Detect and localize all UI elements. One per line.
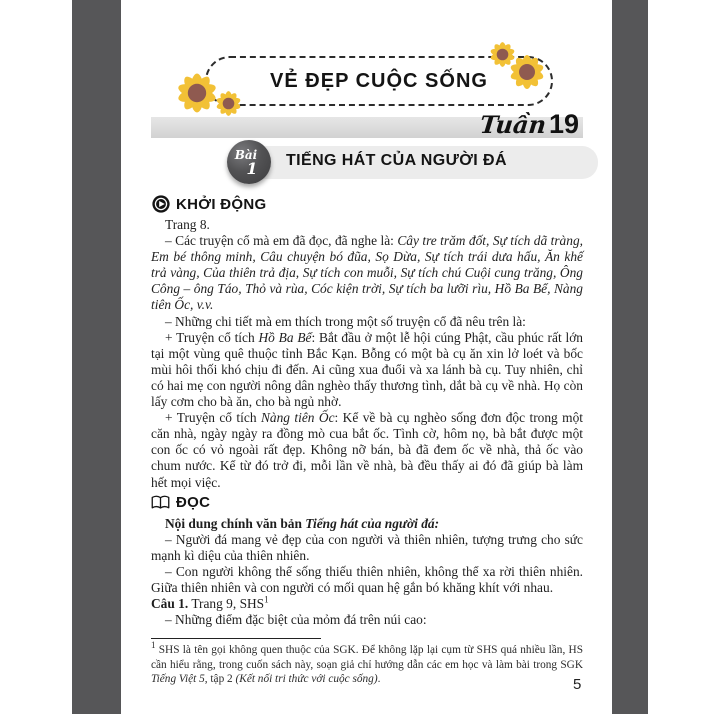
text-run: Hồ Ba Bể <box>258 329 312 345</box>
section-heading-khoi-dong <box>151 194 583 214</box>
unit-title: VẺ ĐẸP CUỘC SỐNG <box>270 69 488 92</box>
text-run: + Truyện cổ tích <box>165 410 261 426</box>
text-run: SHS là tên gọi không quen thuộc của SGK. Để không lặp lại cụm từ SHS quá nhiều lần, HS cần hiểu rằng, trong cuốn sách này, soạn giả chỉ hướng dẫn các em học và làm bài trong SGK <box>151 644 583 671</box>
text-run: . <box>377 673 381 686</box>
text-run: Trang 9, SHS <box>188 596 265 612</box>
text-run: – Người đá mang vẻ đẹp của con người và thiên nhiên, tượng trưng cho sức mạnh kì diệu của thiên nhiên. <box>151 531 583 563</box>
text-run: 1 <box>264 594 269 605</box>
text-run: , tập 2 <box>204 673 236 686</box>
photo-background-right <box>612 0 648 714</box>
section-content-doc <box>151 516 583 629</box>
text-run: – Những điểm đặc biệt của mỏm đá trên núi cao: <box>165 612 427 628</box>
book-page <box>121 0 612 721</box>
sunflower-icon <box>214 89 243 118</box>
photo-background-left <box>72 0 121 714</box>
paragraph <box>151 612 583 628</box>
lesson-badge-number: 1 <box>246 158 258 178</box>
week-word: Tuần <box>478 110 548 139</box>
text-run: : Bắt đầu ở một lễ hội cúng Phật, cầu phúc rất lớn tại một vùng quê thuộc tỉnh Bắc Kạn. Bỗng có một bà cụ ăn xin lở loét và bốc mùi hôi thối khó chịu đi đến. Ai cũng xua đuổi và xa lánh bà cụ. Tuy nhiên, chỉ có hai mẹ con người nông dân nghèo thấy thương tình, dắt bà cụ về nhà. Họ còn lấy cơm cho bà ăn, cho bà ngủ nhờ. <box>151 329 583 410</box>
lesson-title: TIẾNG HÁT CỦA NGƯỜI ĐÁ <box>286 152 507 169</box>
text-run: Tiếng hát của người đá: <box>305 515 440 531</box>
paragraph <box>151 596 583 612</box>
section-title: KHỞI ĐỘNG <box>176 195 267 213</box>
section-heading-doc <box>151 493 583 513</box>
text-run: Nội dung chính văn bản <box>165 515 306 531</box>
section-content-khoi-dong <box>151 217 583 491</box>
text-run: – Những chi tiết mà em thích trong một số truyện cổ đã nêu trên là: <box>165 313 526 329</box>
paragraph <box>151 314 583 330</box>
text-run: Câu 1. <box>151 596 189 612</box>
play-icon <box>151 196 170 213</box>
lesson-badge <box>227 140 271 184</box>
page-number: 5 <box>573 676 582 693</box>
text-run: + Truyện cổ tích <box>165 329 259 345</box>
text-run: Cây tre trăm đốt, Sự tích dã tràng, Em bé thông minh, Câu chuyện bó đũa, Sọ Dừa, Sự tích trái dưa hấu, Ăn khế trả vàng, Của thiên trả địa, Sự tích con muỗi, Sự tích chú Cuội cung trăng, Ông Công – ông Táo, Thỏ và rùa, Cóc kiện trời, Sự tích ba lưỡi rìu, Hồ Ba Bể, Nàng tiên Ốc, v.v. <box>151 233 583 313</box>
text-run: : Kể về bà cụ nghèo sống đơn độc trong một căn nhà, ngày ngày ra đồng mò cua bắt ốc. Tình cờ, hôm nọ, bà bắt được một con ốc có vỏ ngoài rất đẹp. Không nỡ bán, bà đã đem ốc về nhà, thả ốc vào chum nước. Kể từ đó trở đi, mỗi lần về nhà, bà đều thấy ai đó đã giúp bà làm hết mọi việc. <box>151 410 584 490</box>
book-icon <box>151 494 170 511</box>
text-run: Trang 8. <box>165 217 210 232</box>
paragraph <box>151 516 583 532</box>
footnote <box>151 638 583 687</box>
footnote-text <box>151 640 583 687</box>
week-bar <box>151 109 583 139</box>
paragraph <box>151 564 583 596</box>
lesson-badge-word: Bài <box>234 147 258 162</box>
paragraph <box>151 233 583 313</box>
text-run: (Kết nối tri thức với cuộc sống) <box>235 673 378 686</box>
paragraph <box>151 410 583 490</box>
section-title: ĐỌC <box>176 494 211 512</box>
text-run: 1 <box>151 640 156 651</box>
paragraph <box>151 532 583 564</box>
sunflower-icon <box>507 52 547 92</box>
paragraph <box>151 330 583 410</box>
text-run: Nàng tiên Ốc <box>260 410 335 426</box>
paragraph <box>151 217 583 233</box>
week-number: 19 <box>548 109 579 139</box>
footnote-rule <box>151 638 321 639</box>
text-run: – Các truyện cổ mà em đã đọc, đã nghe là: <box>165 233 398 249</box>
week-label <box>480 109 579 140</box>
text-run: Tiếng Việt 5 <box>151 673 205 686</box>
page-body <box>151 192 583 687</box>
text-run: – Con người không thể sống thiếu thiên nhiên, không thể xa rời thiên nhiên. Giữa thiên nhiên và con người có mối quan hệ gắn bó khăng khít với nhau. <box>151 563 583 595</box>
